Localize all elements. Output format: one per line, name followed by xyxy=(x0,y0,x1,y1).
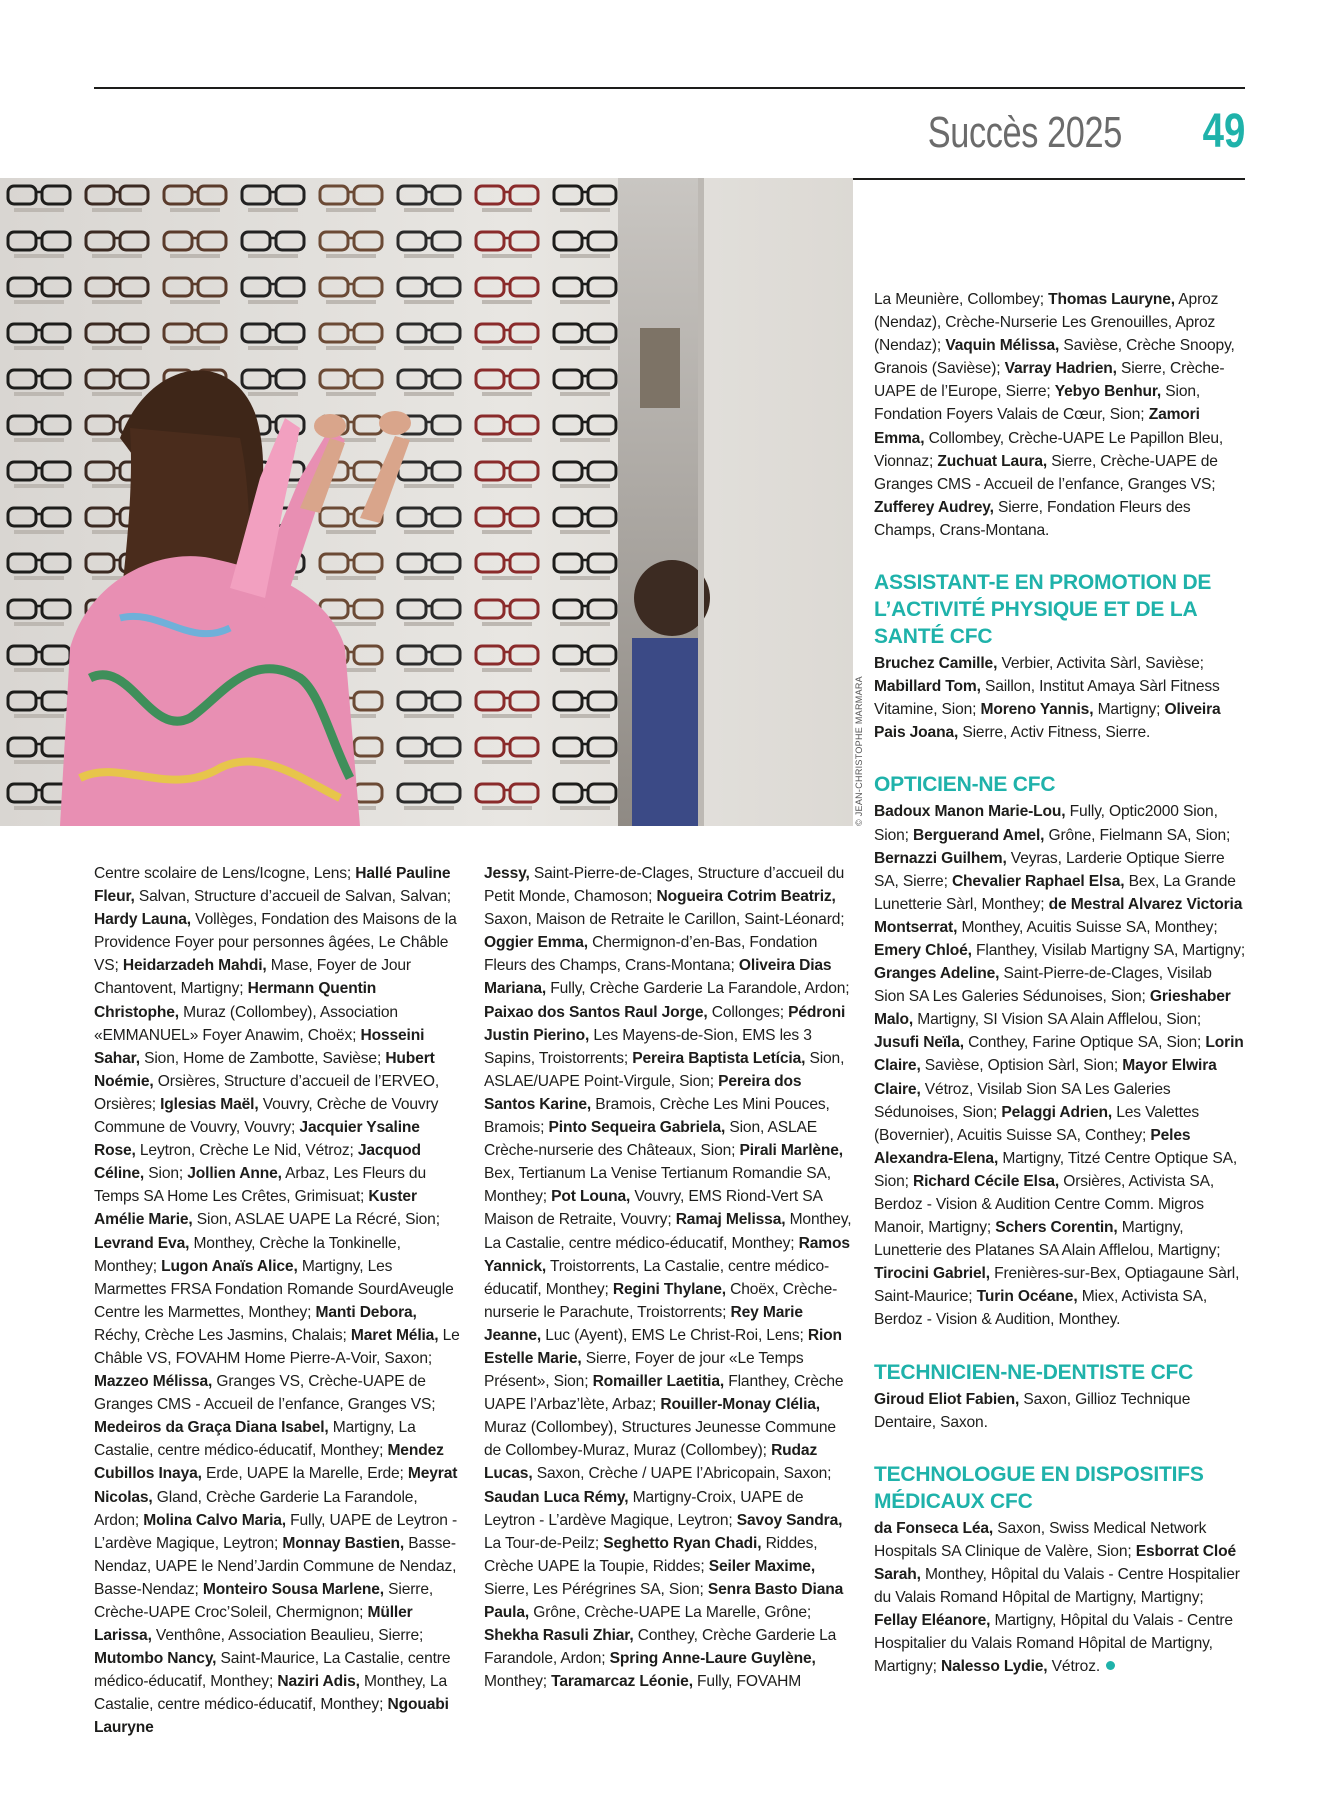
end-of-article-dot xyxy=(1106,1661,1115,1670)
graduate-details: Orsières, Structure d’accueil de l’ERVEO, Orsières; xyxy=(94,1072,440,1113)
text-column-1 xyxy=(94,862,464,1740)
graduate-name: Giroud Eliot Fabien, xyxy=(874,1390,1020,1408)
graduate-details: Sion, Fondation Foyers Valais de Cœur, Sion; xyxy=(874,383,1201,424)
graduate-name: Zamori Emma, xyxy=(874,406,1200,447)
graduate-name: Esborrat Cloé Sarah, xyxy=(874,1542,1237,1583)
graduate-details: Collonges; xyxy=(707,1003,789,1021)
column-paragraph xyxy=(484,862,854,1693)
graduate-details: Saint-Pierre-de-Clages, Visilab Sion SA Les Galeries Sédunoises, Sion; xyxy=(874,965,1212,1006)
graduate-details: Aproz (Nendaz), Crèche-Nurserie Les Grenouilles, Aproz (Nendaz); xyxy=(874,291,1219,355)
graduate-details: Muraz (Collombey), Structures Jeunesse Commune de Collombey-Muraz, Muraz (Collombey); xyxy=(484,1419,836,1460)
graduate-name: Shekha Rasuli Zhiar, xyxy=(484,1627,634,1645)
graduate-details: Les Valettes (Bovernier), Acuitis Suisse SA, Conthey; xyxy=(874,1103,1200,1144)
graduate-name: Spring Anne-Laure Guylène, xyxy=(609,1650,816,1668)
graduate-details: Sierre, Les Pérégrines SA, Sion; xyxy=(484,1580,708,1598)
text-column-3 xyxy=(874,288,1246,1678)
graduate-details: Centre scolaire de Lens/Icogne, Lens; xyxy=(94,865,356,882)
section-technicien-dentiste xyxy=(874,1359,1246,1434)
graduate-details: Saint-Maurice, La Castalie, centre médico-éducatif, Monthey; xyxy=(94,1650,451,1691)
graduate-details: Martigny, Lunetterie des Platanes SA Alain Afflelou, Martigny; xyxy=(874,1219,1221,1260)
section-paragraph xyxy=(874,1517,1246,1679)
graduate-name: de Mestral Alvarez Victoria Montserrat, xyxy=(874,895,1243,936)
graduate-details: Fully, UAPE de Leytron - L’ardève Magique, Leytron; xyxy=(94,1511,457,1552)
graduate-name: Saudan Luca Rémy, xyxy=(484,1488,629,1506)
graduate-name: Hardy Launa, xyxy=(94,911,191,929)
graduate-name: Zufferey Audrey, xyxy=(874,498,994,516)
graduate-details: Fully, FOVAHM xyxy=(692,1673,802,1691)
graduate-details: Choëx, Crèche-nurserie le Parachute, Troistorrents; xyxy=(484,1280,838,1321)
graduate-name: Medeiros da Graça Diana Isabel, xyxy=(94,1419,329,1437)
graduate-name: Hosseini Sahar, xyxy=(94,1026,425,1067)
graduate-details: Monthey, Crèche la Tonkinelle, Monthey; xyxy=(94,1234,401,1275)
graduate-name: Maret Mélia, xyxy=(350,1326,439,1344)
graduate-details: Luc (Ayent), EMS Le Christ-Roi, Lens; xyxy=(541,1326,808,1344)
graduate-details: Monthey; xyxy=(484,1673,552,1691)
graduate-details: Granges VS, Crèche-UAPE de Granges CMS - Accueil de l’enfance, Granges VS; xyxy=(94,1373,436,1414)
graduate-details: Grône, Fielmann SA, Sion; xyxy=(1044,826,1231,844)
graduate-details: Bex, Tertianum La Venise Tertianum Romandie SA, Monthey; xyxy=(484,1165,831,1206)
graduate-details: Fully, Crèche Garderie La Farandole, Ardon; xyxy=(546,980,850,998)
graduate-details: Orsières, Activista SA, Berdoz - Vision & Audition Centre Comm. Migros Manoir, Martigny; xyxy=(874,1172,1215,1237)
graduate-name: Meyrat Nicolas, xyxy=(94,1465,458,1506)
graduate-details: Saillon, Institut Amaya Sàrl Fitness Vitamine, Sion; xyxy=(874,678,1220,719)
graduate-name: Manti Debora, xyxy=(315,1303,417,1321)
graduate-details: Saxon, Swiss Medical Network Hospitals SA Clinique de Valère, Sion; xyxy=(874,1519,1207,1560)
graduate-name: Ramos Yannick, xyxy=(484,1234,850,1275)
graduate-name: Oliveira Dias Mariana, xyxy=(484,957,832,998)
graduate-details: Martigny-Croix, UAPE de Leytron - L’ardève Magique, Leytron; xyxy=(484,1488,804,1529)
graduate-name: Taramarcaz Léonie, xyxy=(551,1673,693,1691)
graduate-name: Pelaggi Adrien, xyxy=(1001,1103,1113,1121)
graduate-details: Collombey, Crèche-UAPE Le Papillon Bleu, Vionnaz; xyxy=(874,429,1224,470)
page-number: 49 xyxy=(1202,105,1245,158)
graduate-details: Chermignon-d’en-Bas, Fondation Fleurs des Champs, Crans-Montana; xyxy=(484,934,818,975)
graduate-details: Riddes, Crèche UAPE la Toupie, Riddes; xyxy=(484,1534,818,1575)
graduate-details: Vétroz. xyxy=(1047,1658,1101,1676)
graduate-name: Lugon Anaïs Alice, xyxy=(161,1257,298,1275)
graduate-name: Rudaz Lucas, xyxy=(484,1442,818,1483)
section-heading: TECHNICIEN-NE-DENTISTE CFC xyxy=(874,1360,1194,1384)
graduate-details: Martigny; xyxy=(1093,701,1165,719)
graduate-details: La Tour-de-Peilz; xyxy=(484,1534,604,1552)
graduate-name: Nalesso Lydie, xyxy=(940,1658,1048,1676)
graduate-name: Monteiro Sousa Marlene, xyxy=(202,1580,384,1598)
graduate-name: Jacquod Céline, xyxy=(94,1142,421,1183)
running-title: Succès 2025 xyxy=(927,108,1122,157)
graduate-name: Ramaj Melissa, xyxy=(675,1211,786,1229)
graduate-details: Réchy, Crèche Les Jasmins, Chalais; xyxy=(94,1326,351,1344)
column-paragraph xyxy=(94,862,464,1740)
graduate-name: Richard Cécile Elsa, xyxy=(912,1172,1060,1190)
graduate-details: Sierre, Crèche-UAPE de l’Europe, Sierre; xyxy=(874,360,1225,401)
graduate-name: Rey Marie Jeanne, xyxy=(484,1303,803,1344)
graduate-name: Romailler Laetitia, xyxy=(592,1373,725,1391)
graduate-name: Ngouabi Lauryne xyxy=(94,1696,449,1737)
graduate-name: Pinto Sequeira Gabriela, xyxy=(548,1119,726,1137)
graduate-details: Veyras, Larderie Optique Sierre SA, Sierre; xyxy=(874,849,1225,890)
graduate-name: Mendez Cubillos Inaya, xyxy=(94,1442,444,1483)
graduate-name: Savoy Sandra, xyxy=(736,1511,843,1529)
graduate-details: Saxon, Maison de Retraite le Carillon, Saint-Léonard; xyxy=(484,911,845,929)
graduate-details: Flanthey, Visilab Martigny SA, Martigny; xyxy=(971,941,1246,959)
graduate-details: Bex, La Grande Lunetterie Sàrl, Monthey; xyxy=(874,872,1236,913)
graduate-name: Emery Chloé, xyxy=(874,941,972,959)
graduate-name: Peles Alexandra-Elena, xyxy=(874,1126,1191,1167)
graduate-details: Vouvry, Crèche de Vouvry Commune de Vouvry, Vouvry; xyxy=(94,1095,439,1137)
graduate-name: da Fonseca Léa, xyxy=(874,1519,994,1537)
graduate-name: Pédroni Justin Pierino, xyxy=(484,1003,846,1044)
graduate-details: Sion, ASLAE UAPE La Récré, Sion; xyxy=(192,1211,440,1229)
graduate-details: Monthey, La Castalie, centre médico-éducatif, Monthey; xyxy=(94,1673,448,1714)
section-heading: ASSISTANT-E EN PROMOTION DE L’ACTIVITÉ PHYSIQUE ET DE LA SANTÉ CFC xyxy=(874,571,1212,649)
graduate-details: Les Mayens-de-Sion, EMS les 3 Sapins, Troistorrents; xyxy=(484,1026,812,1067)
graduate-details: Vétroz, Visilab Sion SA Les Galeries Sédunoises, Sion; xyxy=(874,1080,1171,1121)
section-heading: TECHNOLOGUE EN DISPOSITIFS MÉDICAUX CFC xyxy=(874,1462,1204,1513)
graduate-details: Sion, ASLAE Crèche-nurserie des Châteaux, Sion; xyxy=(484,1119,817,1160)
graduate-name: Chevalier Raphael Elsa, xyxy=(951,872,1125,890)
graduate-details: Sion; xyxy=(144,1165,188,1183)
graduate-name: Jessy, xyxy=(484,865,530,882)
graduate-details: Martigny, La Castalie, centre médico-éducatif, Monthey; xyxy=(94,1419,416,1460)
graduate-name: Varray Hadrien, xyxy=(1004,360,1117,378)
graduate-name: Levrand Eva, xyxy=(94,1234,190,1252)
graduate-details: Erde, UAPE la Marelle, Erde; xyxy=(201,1465,408,1483)
graduate-details: Saint-Pierre-de-Clages, Structure d’accueil du Petit Monde, Chamoson; xyxy=(484,865,845,906)
graduate-details: Sierre, Foyer de jour «Le Temps Présent», Sion; xyxy=(484,1349,804,1391)
graduate-name: Lorin Claire, xyxy=(874,1034,1244,1075)
graduate-name: Oliveira Pais Joana, xyxy=(874,701,1221,742)
graduate-details: Sierre, Fondation Fleurs des Champs, Crans-Montana. xyxy=(874,498,1191,539)
graduate-details: Miex, Activista SA, Berdoz - Vision & Audition, Monthey. xyxy=(874,1288,1208,1329)
graduate-name: Jollien Anne, xyxy=(187,1165,282,1183)
graduate-details: Basse-Nendaz, UAPE le Nend’Jardin Commune de Nendaz, Basse-Nendaz; xyxy=(94,1534,457,1598)
graduate-name: Rion Estelle Marie, xyxy=(484,1326,842,1367)
graduate-details: La Meunière, Collombey; xyxy=(874,291,1049,308)
graduate-name: Bruchez Camille, xyxy=(874,655,998,673)
graduate-details: Vollèges, Fondation des Maisons de la Providence Foyer pour personnes âgées, Le Châble VS; xyxy=(94,911,457,975)
graduate-details: Le Châble VS, FOVAHM Home Pierre-A-Voir, Saxon; xyxy=(94,1326,460,1367)
graduate-name: Seghetto Ryan Chadi, xyxy=(603,1534,762,1552)
graduate-name: Hubert Noémie, xyxy=(94,1049,435,1090)
graduate-details: Arbaz, Les Fleurs du Temps SA Home Les Crêtes, Grimisuat; xyxy=(94,1165,426,1206)
graduate-name: Seiler Maxime, xyxy=(708,1557,816,1575)
graduate-name: Granges Adeline, xyxy=(874,965,1000,983)
graduate-details: Leytron, Crèche Le Nid, Vétroz; xyxy=(135,1142,358,1160)
graduate-details: Martigny, Titzé Centre Optique SA, Sion; xyxy=(874,1149,1238,1190)
graduate-name: Jusufi Neïla, xyxy=(874,1034,964,1052)
graduate-details: Grône, Crèche-UAPE La Marelle, Grône; xyxy=(529,1604,812,1621)
graduate-details: Conthey, Farine Optique SA, Sion; xyxy=(963,1034,1206,1052)
graduate-details: Frenières-sur-Bex, Optiagaune Sàrl, Saint-Maurice; xyxy=(874,1265,1240,1306)
graduate-name: Grieshaber Malo, xyxy=(874,988,1231,1029)
graduate-name: Mayor Elwira Claire, xyxy=(874,1057,1217,1098)
graduate-details: Monthey, Hôpital du Valais - Centre Hospitalier du Valais Romand Hôpital de Martigny, Martigny; xyxy=(874,1565,1240,1607)
graduate-name: Kuster Amélie Marie, xyxy=(94,1188,417,1229)
graduate-name: Bernazzi Guilhem, xyxy=(874,849,1007,867)
section-opticien xyxy=(874,771,1246,1331)
graduate-details: Monthey, Acuitis Suisse SA, Monthey; xyxy=(957,918,1218,936)
graduate-details: Gland, Crèche Garderie La Farandole, Ardon; xyxy=(94,1488,418,1529)
graduate-details: Martigny, Les Marmettes FRSA Fondation Romande SourdAveugle Centre les Marmettes, Monthey; xyxy=(94,1257,454,1321)
graduate-name: Pot Louna, xyxy=(551,1188,631,1206)
graduate-name: Molina Calvo Maria, xyxy=(143,1511,286,1529)
graduate-details: Monthey, La Castalie, centre médico-éducatif, Monthey; xyxy=(484,1211,852,1252)
graduate-name: Müller Larissa, xyxy=(94,1604,413,1645)
graduate-name: Pereira dos Santos Karine, xyxy=(484,1072,802,1113)
header-top-rule xyxy=(94,87,1245,89)
graduate-name: Mutombo Nancy, xyxy=(94,1650,217,1668)
photo-credit: © JEAN-CHRISTOPHE MARMARA xyxy=(854,676,864,826)
graduate-name: Moreno Yannis, xyxy=(980,701,1094,719)
graduate-name: Hallé Pauline Fleur, xyxy=(94,865,451,906)
graduate-name: Heidarzadeh Mahdi, xyxy=(122,957,267,975)
graduate-name: Iglesias Maël, xyxy=(160,1095,259,1113)
graduate-details: Savièse, Crèche Snoopy, Granois (Savièse); xyxy=(874,337,1235,378)
graduate-details: Sierre, Crèche-UAPE Croc’Soleil, Chermignon; xyxy=(94,1580,434,1621)
graduate-name: Nogueira Cotrim Beatriz, xyxy=(656,888,836,906)
section-paragraph xyxy=(874,652,1246,744)
graduate-details: Martigny, Hôpital du Valais - Centre Hospitalier du Valais Romand Hôpital de Martigny, Martigny; xyxy=(874,1612,1233,1676)
section-assistant-promotion xyxy=(874,569,1246,744)
graduate-details: Savièse, Optision Sàrl, Sion; xyxy=(920,1057,1123,1075)
graduate-details: Sierre, Activ Fitness, Sierre. xyxy=(958,724,1151,742)
graduate-details: Vouvry, EMS Riond-Vert SA Maison de Retraite, Vouvry; xyxy=(484,1188,822,1229)
graduate-details: Martigny, SI Vision SA Alain Afflelou, Sion; xyxy=(913,1011,1202,1029)
eyeglasses-display-photo xyxy=(0,178,853,826)
graduate-details: Fully, Optic2000 Sion, Sion; xyxy=(874,803,1218,844)
graduate-details: Troistorrents, La Castalie, centre médico-éducatif, Monthey; xyxy=(484,1257,830,1298)
graduate-details: Sierre, Crèche-UAPE de Granges CMS - Accueil de l’enfance, Granges VS; xyxy=(874,452,1218,493)
graduate-name: Mabillard Tom, xyxy=(874,678,981,696)
graduate-name: Yebyo Benhur, xyxy=(1054,383,1162,401)
graduate-name: Paixao dos Santos Raul Jorge, xyxy=(484,1003,708,1021)
graduate-name: Monnay Bastien, xyxy=(282,1534,405,1552)
graduate-name: Thomas Lauryne, xyxy=(1048,291,1175,308)
graduate-name: Mazzeo Mélissa, xyxy=(94,1373,213,1391)
graduate-details: Conthey, Crèche Garderie La Farandole, Ardon; xyxy=(484,1627,837,1668)
graduate-name: Badoux Manon Marie-Lou, xyxy=(874,803,1066,821)
graduate-details: Sion, ASLAE/UAPE Point-Virgule, Sion; xyxy=(484,1049,845,1090)
graduate-details: Flanthey, Crèche UAPE l’Arbaz’lète, Arbaz; xyxy=(484,1373,844,1414)
graduate-name: Pereira Baptista Letícia, xyxy=(632,1049,806,1067)
graduate-name: Senra Basto Diana Paula, xyxy=(484,1580,844,1621)
graduate-name: Turin Océane, xyxy=(976,1288,1078,1306)
graduate-name: Zuchuat Laura, xyxy=(937,452,1048,470)
graduate-details: Venthône, Association Beaulieu, Sierre; xyxy=(151,1627,424,1645)
graduate-name: Berguerand Amel, xyxy=(912,826,1045,844)
section-technologue-dispositifs xyxy=(874,1461,1246,1679)
graduate-name: Regini Thylane, xyxy=(612,1280,726,1298)
graduate-name: Naziri Adis, xyxy=(277,1673,360,1691)
graduate-name: Oggier Emma, xyxy=(484,934,588,952)
column-intro-paragraph xyxy=(874,288,1246,542)
text-column-2 xyxy=(484,862,854,1693)
graduate-name: Schers Corentin, xyxy=(995,1219,1118,1237)
graduate-details: Muraz (Collombey), Association «EMMANUEL» Foyer Anawim, Choëx; xyxy=(94,1003,398,1044)
graduate-details: Bramois, Crèche Les Mini Pouces, Bramois; xyxy=(484,1095,830,1137)
section-paragraph xyxy=(874,1388,1246,1434)
graduate-details: Sion, Home de Zambotte, Savièse; xyxy=(139,1049,386,1067)
section-heading: OPTICIEN-NE CFC xyxy=(874,773,1056,797)
graduate-name: Fellay Eléanore, xyxy=(874,1612,991,1630)
graduate-details: Mase, Foyer de Jour Chantovent, Martigny; xyxy=(94,957,411,998)
graduate-details: Verbier, Activita Sàrl, Savièse; xyxy=(997,655,1204,673)
graduate-name: Vaquin Mélissa, xyxy=(945,337,1060,355)
graduate-name: Jacquier Ysaline Rose, xyxy=(94,1119,420,1160)
graduate-details: Salvan, Structure d’accueil de Salvan, Salvan; xyxy=(134,888,451,906)
graduate-name: Pirali Marlène, xyxy=(739,1142,843,1160)
graduate-name: Tirocini Gabriel, xyxy=(874,1265,990,1283)
section-paragraph xyxy=(874,800,1246,1331)
graduate-name: Hermann Quentin Christophe, xyxy=(94,980,377,1021)
graduate-name: Rouiller-Monay Clélia, xyxy=(660,1396,820,1414)
graduate-details: Saxon, Gillioz Technique Dentaire, Saxon. xyxy=(874,1390,1191,1431)
graduate-details: Saxon, Crèche / UAPE l’Abricopain, Saxon; xyxy=(532,1465,832,1483)
